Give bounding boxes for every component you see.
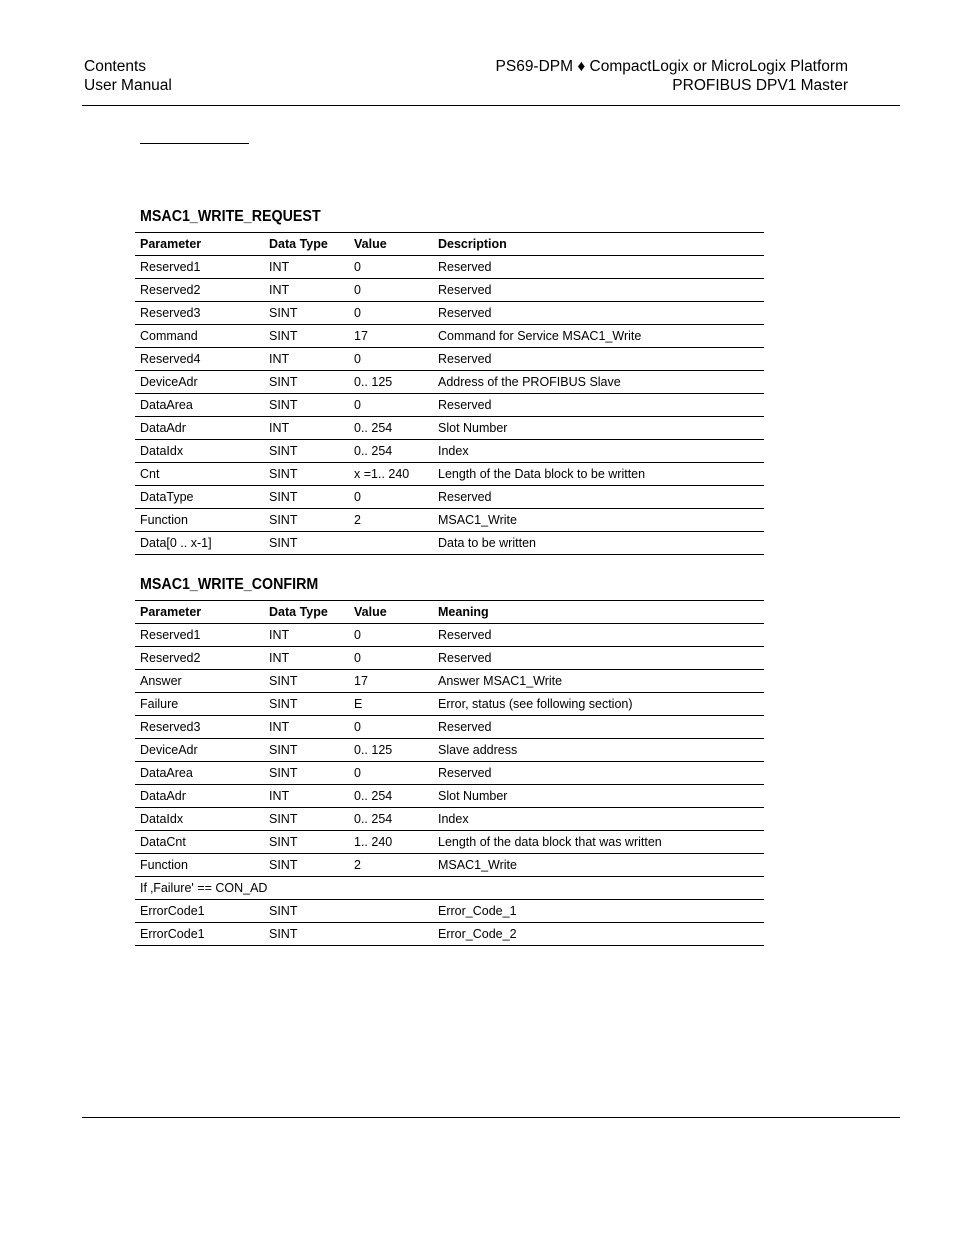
table-row: [135, 371, 764, 394]
table-cell: SINT: [264, 486, 349, 509]
table-cell: Reserved: [433, 302, 764, 325]
table-row: [135, 647, 764, 670]
table-cell: 0: [349, 716, 433, 739]
table-cell: Reserved: [433, 348, 764, 371]
table-row: [135, 808, 764, 831]
table-cell: Reserved: [433, 486, 764, 509]
table-cell: x =1.. 240: [349, 463, 433, 486]
table-cell: SINT: [264, 394, 349, 417]
header-right: [496, 57, 848, 95]
table-cell: SINT: [264, 831, 349, 854]
table-cell: 0: [349, 486, 433, 509]
column-header: Meaning: [433, 601, 764, 624]
table-cell: 0: [349, 647, 433, 670]
table-cell: 0: [349, 302, 433, 325]
table-cell: 2: [349, 854, 433, 877]
table-cell: Length of the data block that was written: [433, 831, 764, 854]
confirm-table-body: [135, 624, 764, 946]
table-row: [135, 256, 764, 279]
table-cell: Error, status (see following section): [433, 693, 764, 716]
table-cell: 0: [349, 279, 433, 302]
table-row: [135, 670, 764, 693]
table-cell: DataIdx: [135, 808, 264, 831]
table-cell: 0: [349, 762, 433, 785]
table-cell: Length of the Data block to be written: [433, 463, 764, 486]
table-cell: Reserved4: [135, 348, 264, 371]
header-left: [84, 57, 172, 95]
short-divider: [140, 143, 249, 144]
table-cell: SINT: [264, 923, 349, 946]
table-row: [135, 716, 764, 739]
table-cell: SINT: [264, 762, 349, 785]
table-cell: SINT: [264, 854, 349, 877]
table-row: [135, 417, 764, 440]
table-cell: 0: [349, 348, 433, 371]
table-cell: Function: [135, 854, 264, 877]
table-cell: MSAC1_Write: [433, 854, 764, 877]
header-product-subtitle: PROFIBUS DPV1 Master: [672, 77, 848, 94]
table-cell: INT: [264, 624, 349, 647]
table-cell: SINT: [264, 808, 349, 831]
table-row: [135, 302, 764, 325]
table-cell: Failure: [135, 693, 264, 716]
table-cell: DeviceAdr: [135, 739, 264, 762]
table-cell: DataType: [135, 486, 264, 509]
table-cell: DataIdx: [135, 440, 264, 463]
table-row: [135, 739, 764, 762]
column-header: Data Type: [264, 601, 349, 624]
table-row: [135, 854, 764, 877]
table-row: [135, 394, 764, 417]
column-header: Description: [433, 233, 764, 256]
footer-divider: [82, 1117, 900, 1118]
header-product-title: PS69-DPM ♦ CompactLogix or MicroLogix Platform: [495, 58, 848, 75]
table-row: [135, 348, 764, 371]
table-cell: SINT: [264, 325, 349, 348]
table-row: [135, 279, 764, 302]
table-cell: INT: [264, 785, 349, 808]
table-cell: [349, 923, 433, 946]
request-table: [135, 232, 764, 555]
table-cell: Reserved1: [135, 624, 264, 647]
table-cell: SINT: [264, 900, 349, 923]
table-row: [135, 532, 764, 555]
request-header-row: [135, 233, 764, 256]
table-row: [135, 440, 764, 463]
table-cell: Reserved1: [135, 256, 264, 279]
table-cell: Address of the PROFIBUS Slave: [433, 371, 764, 394]
table-cell: INT: [264, 256, 349, 279]
table-cell: SINT: [264, 532, 349, 555]
table-cell: DataCnt: [135, 831, 264, 854]
table-row: [135, 785, 764, 808]
table-row: [135, 762, 764, 785]
column-header: Parameter: [135, 601, 264, 624]
table-cell: Slave address: [433, 739, 764, 762]
table-cell: 0: [349, 394, 433, 417]
table-cell: 0.. 125: [349, 371, 433, 394]
table-cell: Data to be written: [433, 532, 764, 555]
table-cell: INT: [264, 348, 349, 371]
column-header: Parameter: [135, 233, 264, 256]
table-cell: Function: [135, 509, 264, 532]
confirm-table: [135, 600, 764, 946]
header-user-manual: User Manual: [84, 77, 172, 94]
table-cell: SINT: [264, 509, 349, 532]
table-cell: 0.. 254: [349, 785, 433, 808]
table-cell: SINT: [264, 463, 349, 486]
table-cell: 2: [349, 509, 433, 532]
table-cell: ErrorCode1: [135, 923, 264, 946]
table-cell: 0.. 254: [349, 417, 433, 440]
table-cell: Cnt: [135, 463, 264, 486]
table-cell: 1.. 240: [349, 831, 433, 854]
table-cell: Reserved3: [135, 716, 264, 739]
table-cell: ErrorCode1: [135, 900, 264, 923]
table-row: [135, 831, 764, 854]
table-row: [135, 693, 764, 716]
table-cell: E: [349, 693, 433, 716]
table-cell: 0.. 125: [349, 739, 433, 762]
table-cell: DataArea: [135, 394, 264, 417]
table-cell: INT: [264, 279, 349, 302]
table-row: [135, 923, 764, 946]
table-row: [135, 463, 764, 486]
table-cell: SINT: [264, 371, 349, 394]
table-cell: INT: [264, 417, 349, 440]
table-cell: DeviceAdr: [135, 371, 264, 394]
table-cell: Reserved: [433, 762, 764, 785]
table-cell: Reserved: [433, 647, 764, 670]
condition-row: [135, 877, 764, 900]
table-cell: Data[0 .. x-1]: [135, 532, 264, 555]
header-divider: [82, 105, 900, 106]
table-cell: Reserved3: [135, 302, 264, 325]
table-cell: [349, 532, 433, 555]
table-cell: DataAdr: [135, 785, 264, 808]
table-cell: Answer: [135, 670, 264, 693]
table-row: [135, 509, 764, 532]
table-cell: SINT: [264, 670, 349, 693]
request-section-title: MSAC1_WRITE_REQUEST: [140, 208, 321, 225]
table-row: [135, 325, 764, 348]
table-row: [135, 486, 764, 509]
column-header: Value: [349, 601, 433, 624]
table-cell: INT: [264, 716, 349, 739]
table-row: [135, 624, 764, 647]
table-cell: SINT: [264, 302, 349, 325]
table-cell: SINT: [264, 739, 349, 762]
table-cell: Reserved2: [135, 647, 264, 670]
table-cell: Reserved: [433, 394, 764, 417]
table-cell: Reserved: [433, 716, 764, 739]
column-header: Value: [349, 233, 433, 256]
table-cell: Index: [433, 808, 764, 831]
table-cell: INT: [264, 647, 349, 670]
table-cell: 17: [349, 670, 433, 693]
table-cell: Reserved2: [135, 279, 264, 302]
table-cell: Answer MSAC1_Write: [433, 670, 764, 693]
table-row: [135, 900, 764, 923]
column-header: Data Type: [264, 233, 349, 256]
table-cell: Reserved: [433, 624, 764, 647]
confirm-header-row: [135, 601, 764, 624]
table-cell: Index: [433, 440, 764, 463]
table-cell: 0.. 254: [349, 808, 433, 831]
confirm-section-title: MSAC1_WRITE_CONFIRM: [140, 576, 319, 593]
table-cell: SINT: [264, 440, 349, 463]
condition-cell: If ‚Failure' == CON_AD: [135, 877, 764, 900]
table-cell: 0: [349, 256, 433, 279]
table-cell: 0: [349, 624, 433, 647]
table-cell: Error_Code_2: [433, 923, 764, 946]
table-cell: DataAdr: [135, 417, 264, 440]
table-cell: Command: [135, 325, 264, 348]
table-cell: Reserved: [433, 279, 764, 302]
table-cell: [349, 900, 433, 923]
table-cell: Error_Code_1: [433, 900, 764, 923]
table-cell: Slot Number: [433, 417, 764, 440]
table-cell: SINT: [264, 693, 349, 716]
table-cell: MSAC1_Write: [433, 509, 764, 532]
table-cell: Command for Service MSAC1_Write: [433, 325, 764, 348]
table-cell: 17: [349, 325, 433, 348]
table-cell: Reserved: [433, 256, 764, 279]
header-contents: Contents: [84, 58, 147, 75]
request-table-body: [135, 256, 764, 555]
table-cell: Slot Number: [433, 785, 764, 808]
table-cell: 0.. 254: [349, 440, 433, 463]
table-cell: DataArea: [135, 762, 264, 785]
